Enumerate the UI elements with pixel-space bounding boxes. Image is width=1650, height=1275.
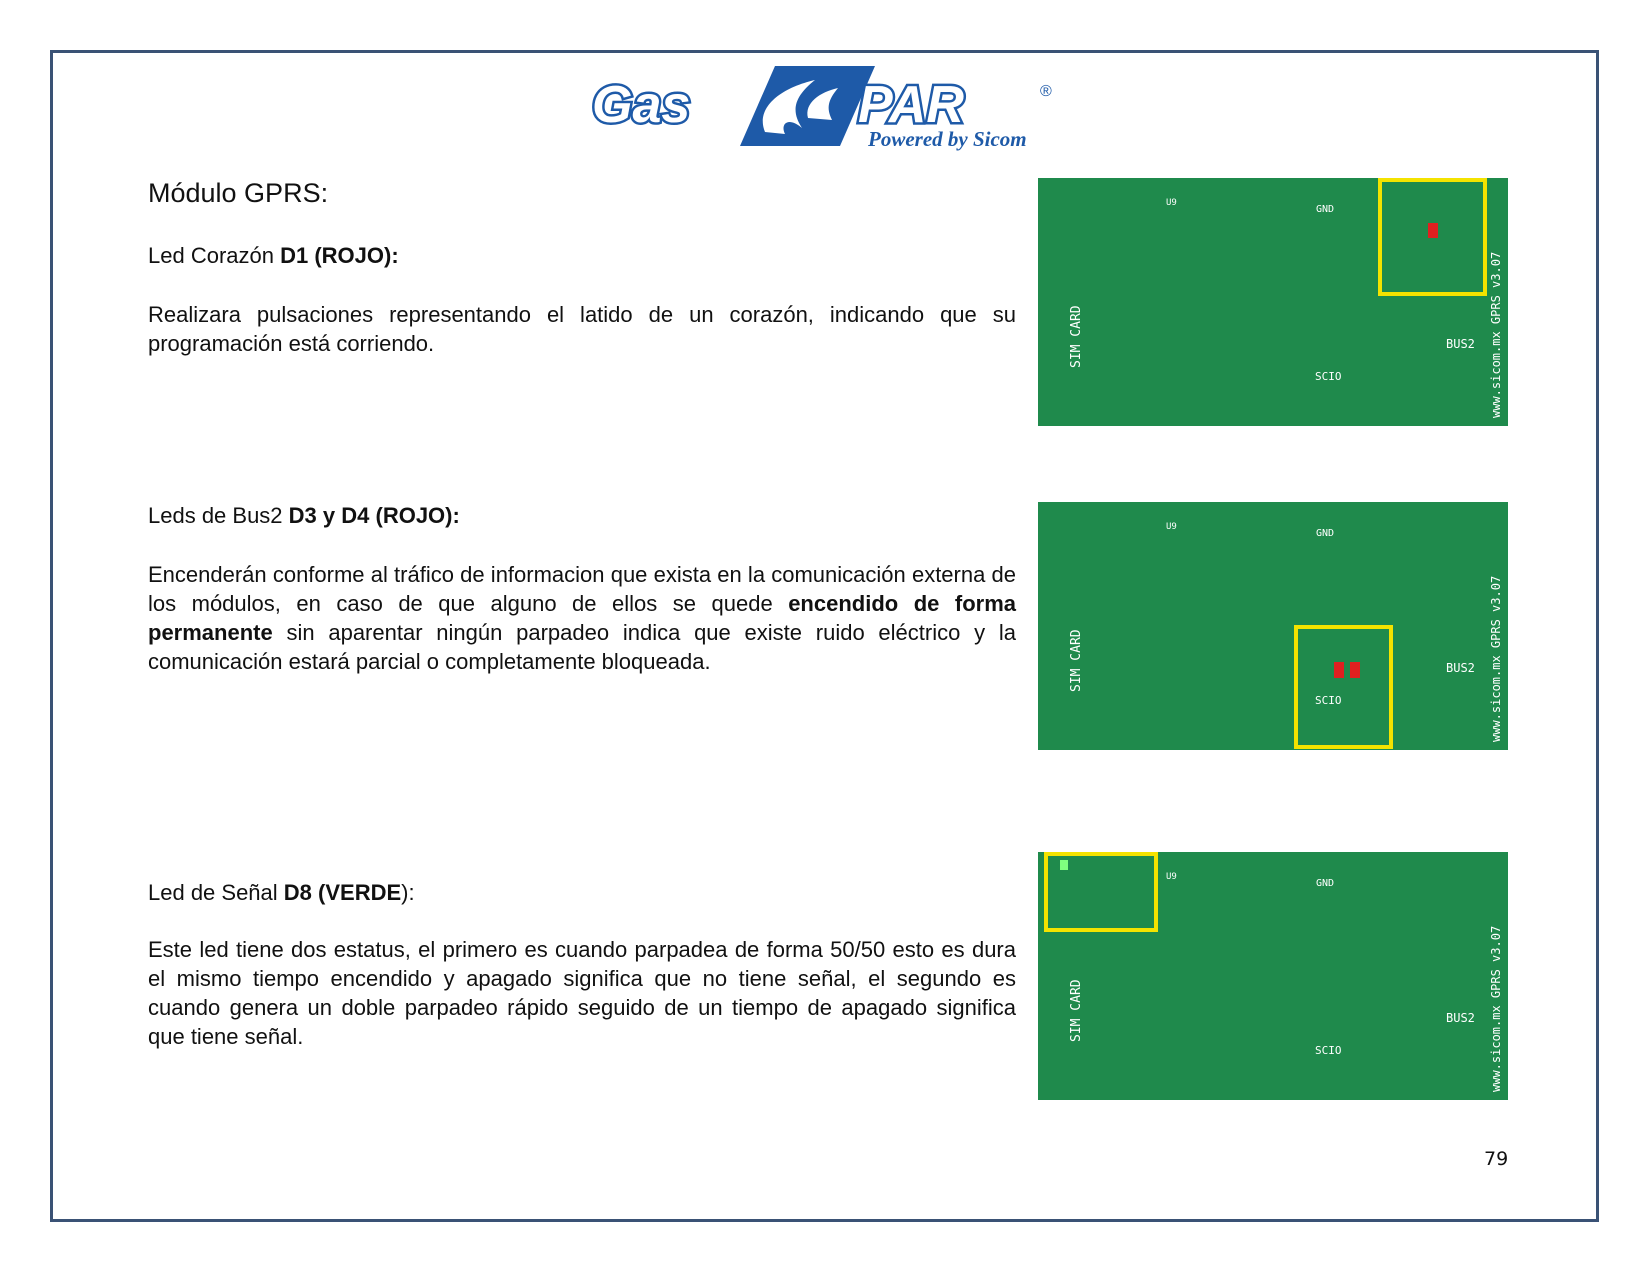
label-suffix: ): <box>401 880 415 905</box>
pcb-sim-label: SIM CARD <box>1069 629 1084 692</box>
led-d8-indicator <box>1060 860 1068 870</box>
pcb-gnd-label: GND <box>1316 528 1335 539</box>
flame-icon <box>740 66 875 146</box>
logo-registered: ® <box>1040 83 1052 100</box>
pcb-sim-label: SIM CARD <box>1069 305 1084 368</box>
section-heading: Módulo GPRS: <box>148 178 329 208</box>
pcb-u9-label: U9 <box>1166 522 1177 532</box>
pcb-photo-d8 <box>1038 852 1508 1100</box>
pcb-photo-d1 <box>1038 178 1508 426</box>
body-text: Este led tiene dos estatus, el primero es cuando parpadea de forma 50/50 esto es dura el mismo tiempo encendido y apagado significa que no tiene señal, el segundo es cuando genera un doble parpadeo rápido seguido de un tiempo de apagado significa que tiene señal. <box>148 937 1016 1049</box>
led-d3-indicator <box>1334 662 1344 678</box>
led-d3-d4-description <box>148 560 1016 676</box>
pcb-url-label: www.sicom.mx GPRS v3.07 <box>1489 251 1503 418</box>
logo-gas-text: Gas <box>592 76 691 134</box>
pcb-board <box>1038 502 1508 750</box>
led-d8-description <box>148 935 1016 1051</box>
led-d8-label <box>148 880 415 906</box>
body-text-bold: encendido de forma permanente <box>148 591 1016 645</box>
label-prefix: Led Corazón <box>148 243 281 268</box>
pcb-u9-label: U9 <box>1166 872 1177 882</box>
pcb-scio-label: SCIO <box>1315 1044 1342 1057</box>
logo-par-text: PAR <box>858 76 964 134</box>
led-d3-d4-label <box>148 503 460 529</box>
led-d4-indicator <box>1350 662 1360 678</box>
pcb-url-label: www.sicom.mx GPRS v3.07 <box>1489 925 1503 1092</box>
label-prefix: Leds de Bus2 <box>148 503 289 528</box>
led-d1-description <box>148 300 1016 358</box>
pcb-board <box>1038 178 1508 426</box>
body-text: sin aparentar ningún parpadeo indica que existe ruido eléctrico y la comunicación estará parcial o completamente bloqueada. <box>148 620 1016 674</box>
pcb-scio-label: SCIO <box>1315 370 1342 383</box>
pcb-scio-label: SCIO <box>1315 694 1342 707</box>
label-bold: D3 y D4 (ROJO): <box>288 503 460 528</box>
label-prefix: Led de Señal <box>148 880 284 905</box>
pcb-sim-label: SIM CARD <box>1069 979 1084 1042</box>
label-bold: D8 (VERDE <box>283 880 402 905</box>
pcb-u9-label: U9 <box>1166 198 1177 208</box>
body-text: Encenderán conforme al tráfico de informacion que exista en la comunicación externa de los módulos, en caso de que alguno de ellos se quede <box>148 562 1016 616</box>
body-text: Realizara pulsaciones representando el latido de un corazón, indicando que su programación está corriendo. <box>148 302 1016 356</box>
pcb-board <box>1038 852 1508 1100</box>
led-d1-label <box>148 243 399 269</box>
pcb-bus2-label: BUS2 <box>1446 337 1475 351</box>
pcb-bus2-label: BUS2 <box>1446 661 1475 675</box>
pcb-bus2-label: BUS2 <box>1446 1011 1475 1025</box>
logo-tagline: Powered by Sicom <box>868 127 1027 151</box>
pcb-url-label: www.sicom.mx GPRS v3.07 <box>1489 575 1503 742</box>
gaspar-logo <box>590 58 1060 153</box>
pcb-gnd-label: GND <box>1316 878 1335 889</box>
label-bold: D1 (ROJO): <box>280 243 399 268</box>
page-number: 79 <box>1484 1148 1509 1170</box>
pcb-photo-d3-d4 <box>1038 502 1508 750</box>
led-d1-indicator <box>1428 223 1438 238</box>
pcb-gnd-label: GND <box>1316 204 1335 215</box>
